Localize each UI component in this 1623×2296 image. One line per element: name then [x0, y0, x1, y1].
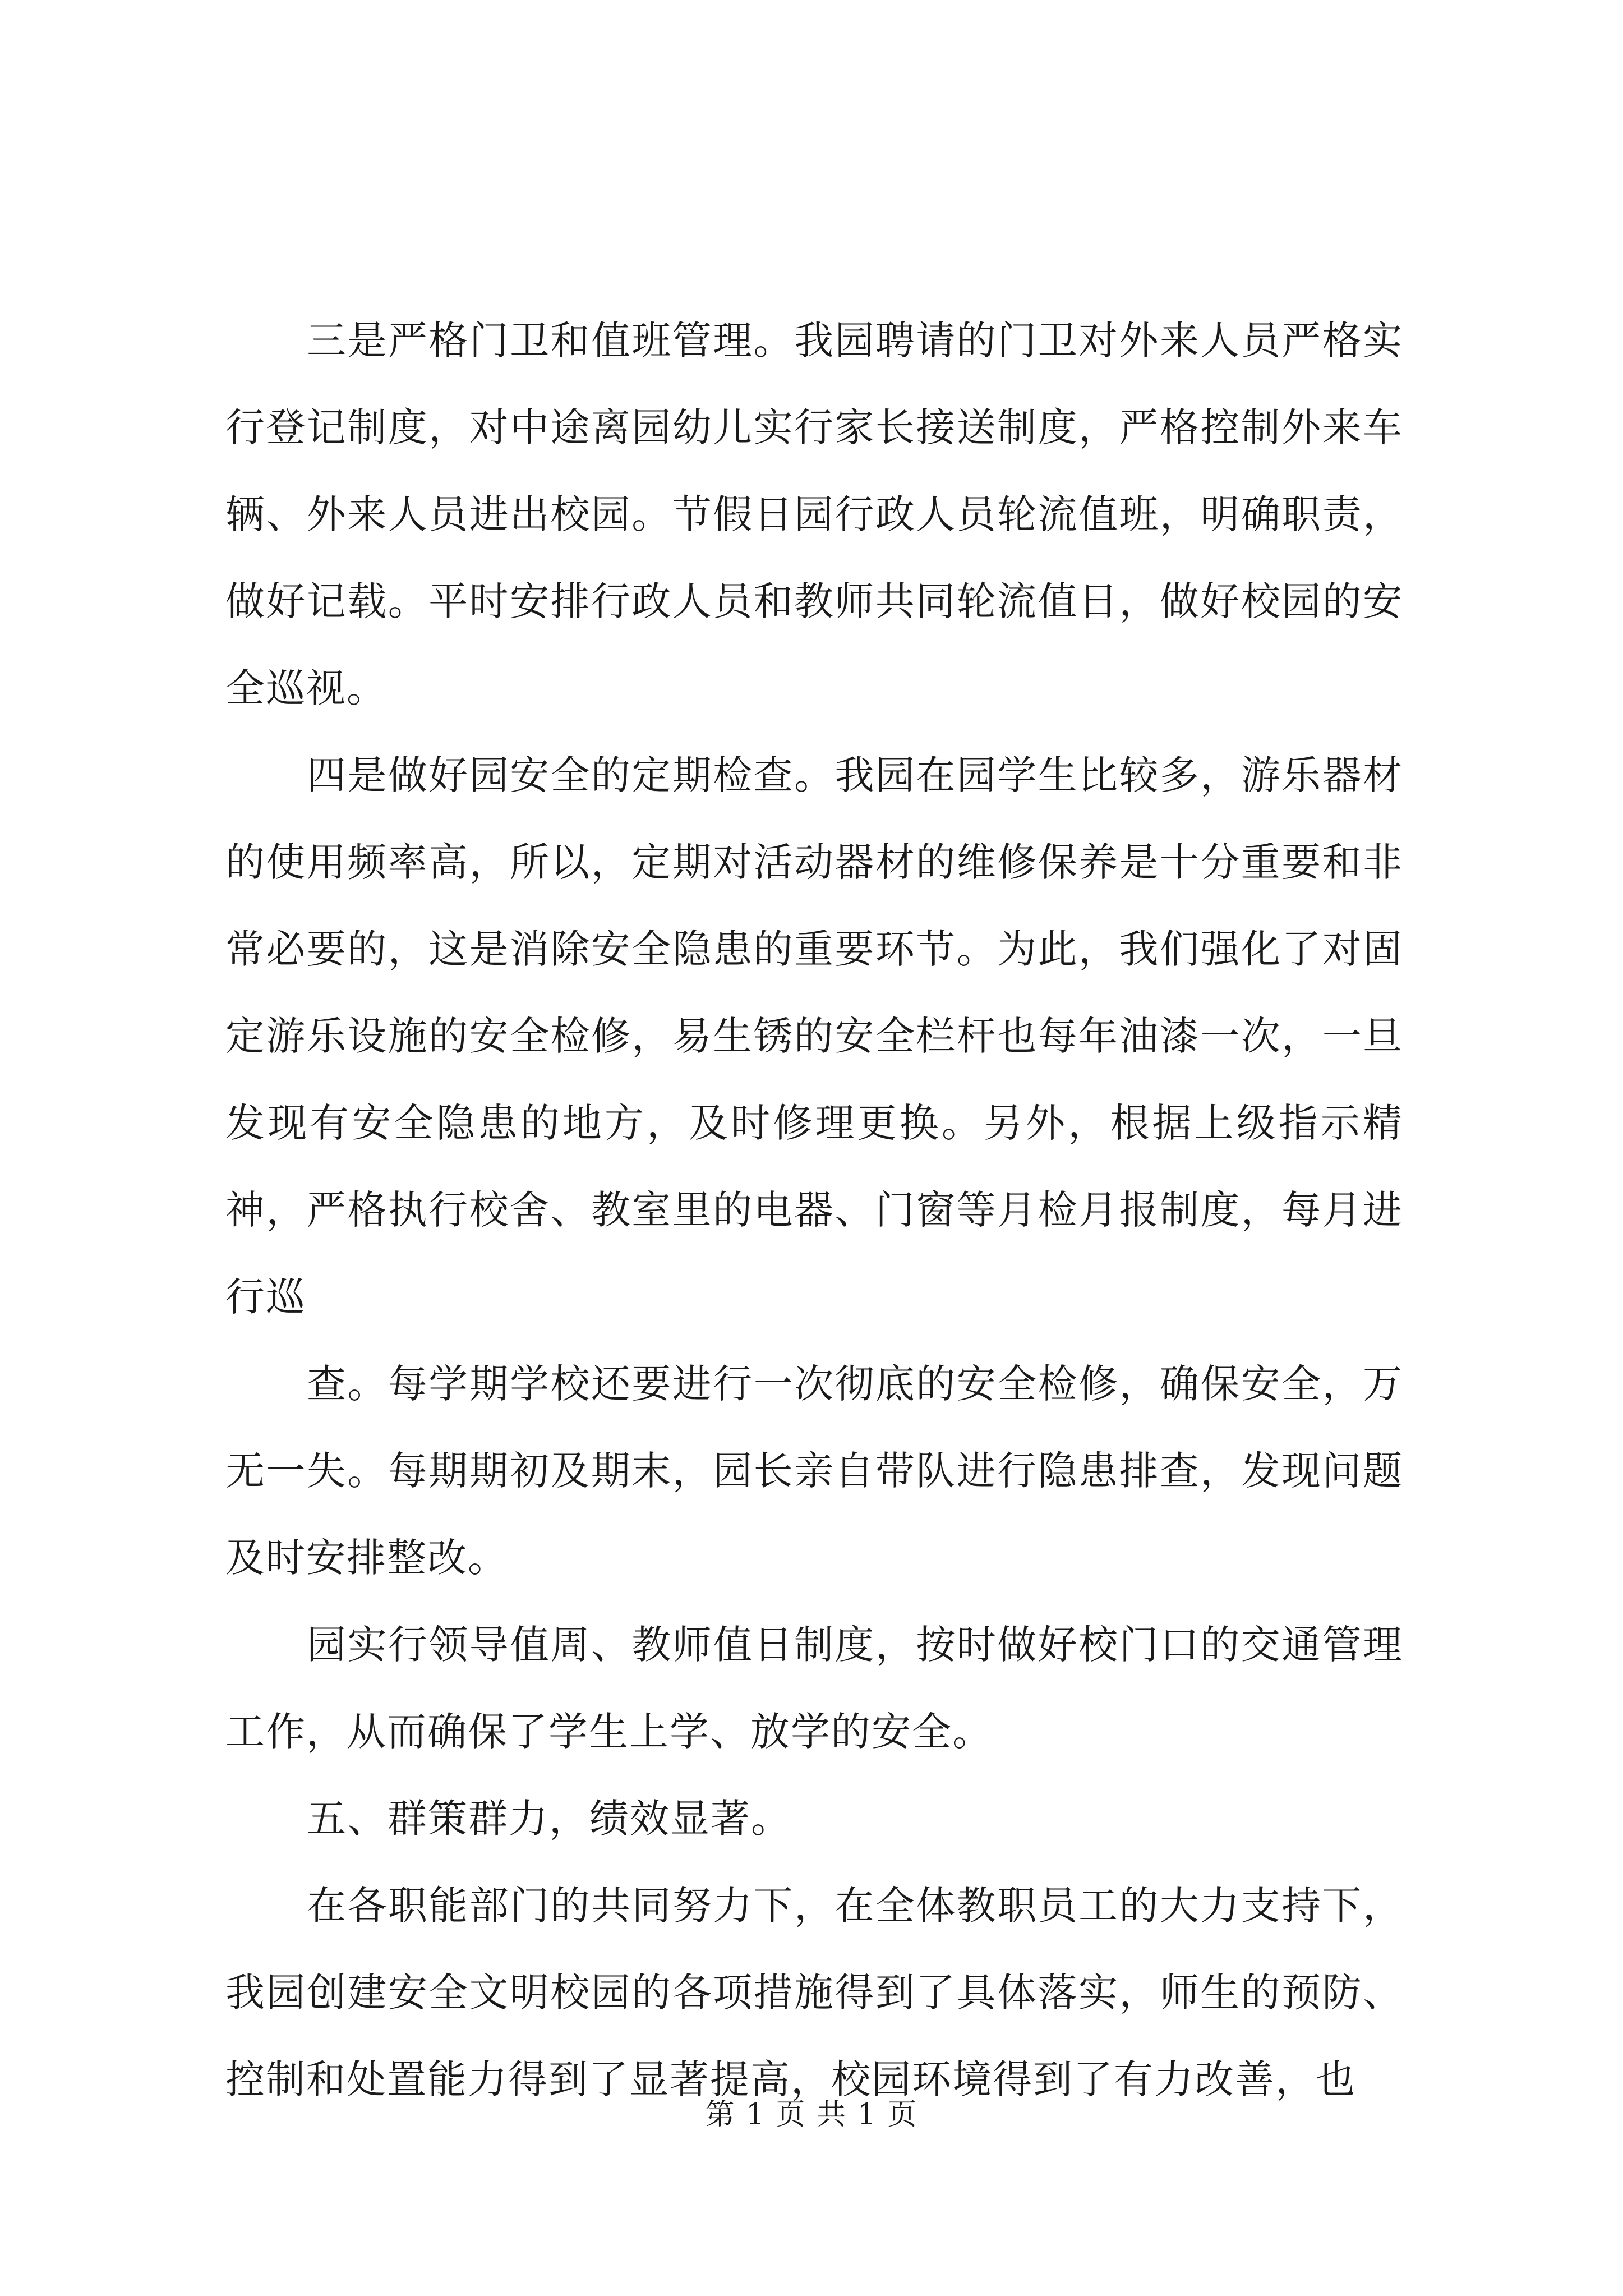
paragraph-gate-duty-management: 三是严格门卫和值班管理。我园聘请的门卫对外来人员严格实行登记制度，对中途离园幼儿实行家长接送制度，严格控制外来车辆、外来人员进出校园。节假日园行政人员轮流值班，明确职责，做好记载。平时安排行政人员和教师共同轮流值日，做好校园的安全巡视。: [225, 318, 1403, 711]
page-footer: [0, 2095, 1623, 2134]
paragraph-regular-safety-inspection: 四是做好园安全的定期检查。我园在园学生比较多，游乐器材的使用频率高，所以，定期对活动器材的维修保养是十分重要和非常必要的，这是消除安全隐患的重要环节。为此，我们强化了对固定游乐设施的安全检修，易生锈的安全栏杆也每年油漆一次，一旦发现有安全隐患的地方，及时修理更换。另外，根据上级指示精神，严格执行校舍、教室里的电器、门窗等月检月报制度，每月进行巡: [225, 752, 1403, 1320]
section-heading-collective-effort: 五、群策群力，绩效显著。: [307, 1796, 791, 1842]
document-body: [225, 297, 1403, 2123]
page-number-label: 第 1 页 共 1 页: [705, 2098, 918, 2132]
paragraph-duty-system: 园实行领导值周、教师值日制度，按时做好校门口的交通管理工作，从而确保了学生上学、放学的安全。: [225, 1622, 1403, 1755]
paragraph-results: 在各职能部门的共同努力下，在全体教职员工的大力支持下，我园创建安全文明校园的各项措施得到了具体落实，师生的预防、控制和处置能力得到了显著提高，校园环境得到了有力改善，也: [225, 1883, 1403, 2102]
paragraph-semester-inspection: 查。每学期学校还要进行一次彻底的安全检修，确保安全，万无一失。每期期初及期末，园长亲自带队进行隐患排查，发现问题及时安排整改。: [225, 1361, 1403, 1581]
